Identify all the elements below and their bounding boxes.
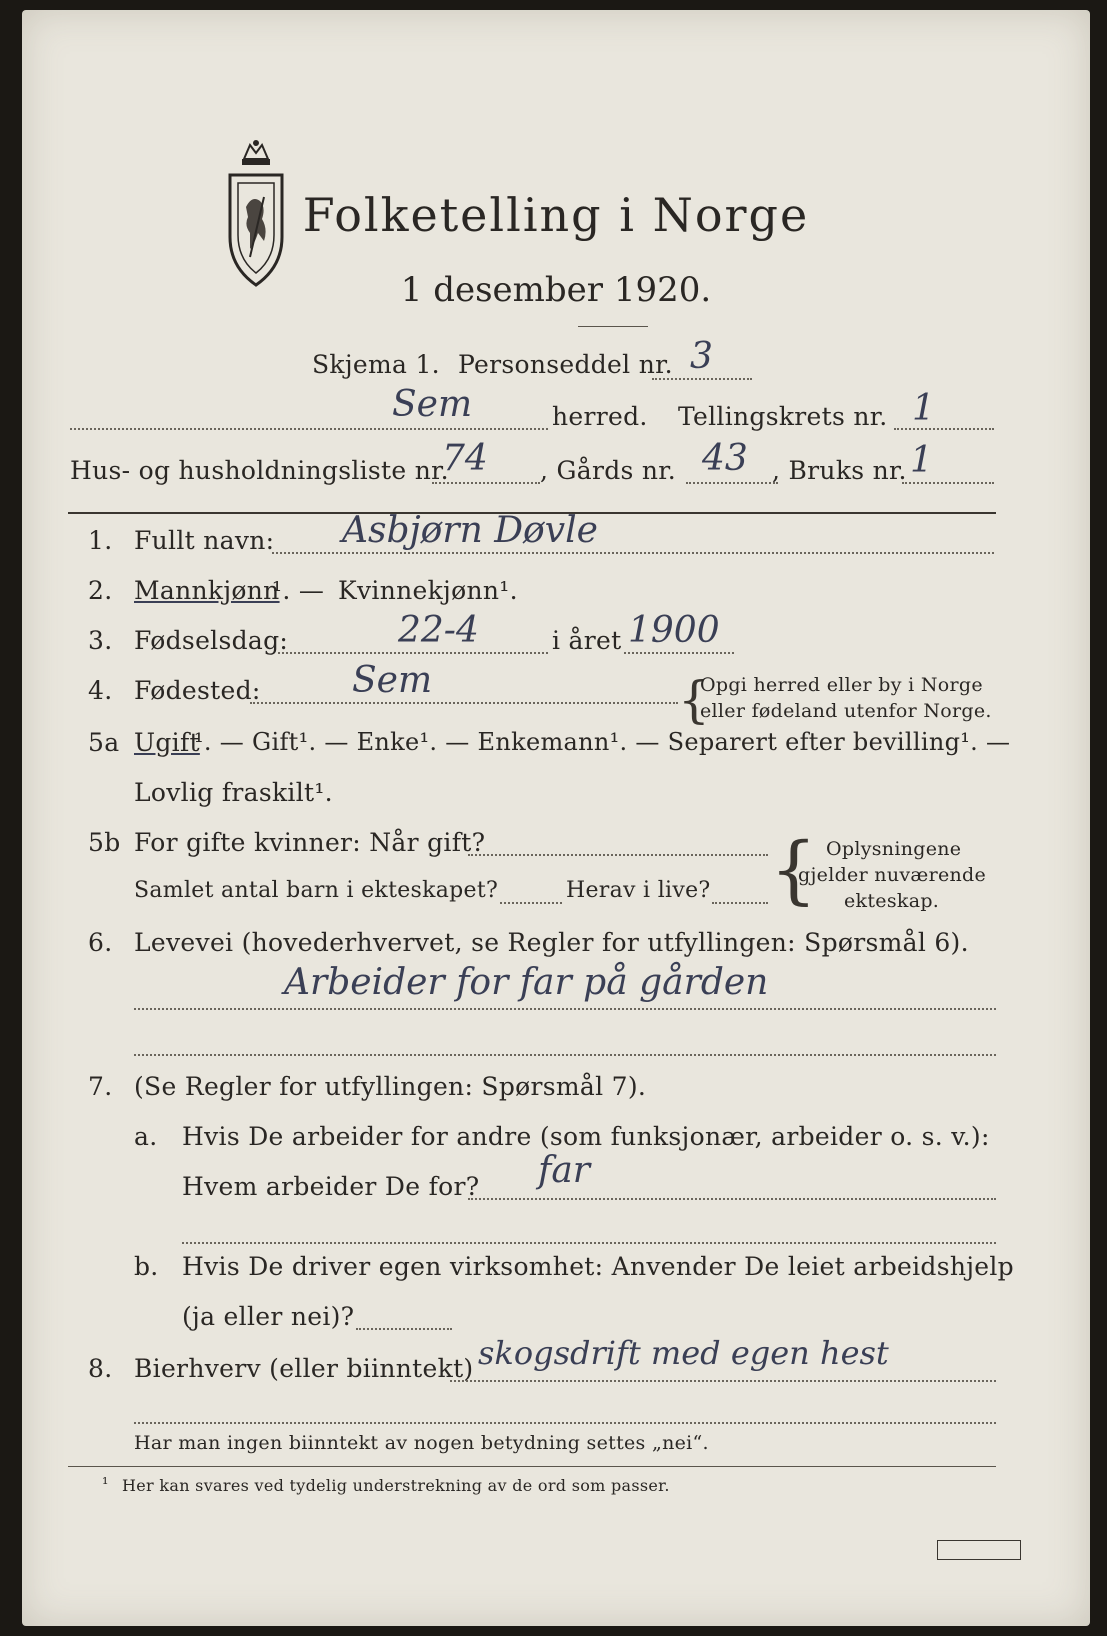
skjema-label: Skjema 1. [312, 350, 440, 379]
q3-number: 3. [88, 626, 113, 655]
employer-value: far [538, 1150, 590, 1191]
form-title: Folketelling i Norge [302, 188, 810, 242]
personseddel-value: 3 [690, 336, 713, 377]
marital-options: ¹. — Gift¹. — Enke¹. — Enkemann¹. — Separert efter bevilling¹. — [194, 728, 1011, 756]
q6-number: 6. [88, 928, 113, 957]
q5b-number: 5b [88, 828, 121, 857]
q5b-note-1: Oplysningene [826, 838, 962, 860]
q8-label: Bierhverv (eller biinntekt) [134, 1354, 474, 1383]
married-when-field[interactable] [468, 854, 768, 856]
hus-value: 74 [442, 438, 488, 479]
q4-number: 4. [88, 676, 113, 705]
q5b-note-3: ekteskap. [844, 890, 940, 912]
side-income-value: skogsdrift med egen hest [478, 1334, 889, 1372]
hus-label: Hus- og husholdningsliste nr. [70, 456, 449, 485]
birthdate-field[interactable] [278, 652, 548, 654]
hus-field[interactable] [432, 482, 540, 484]
tellingskrets-label: Tellingskrets nr. [678, 402, 888, 431]
q7a-label: Hvis De arbeider for andre (som funksjonær, arbeider o. s. v.): [182, 1122, 990, 1151]
ugift-option[interactable]: Ugift [134, 728, 200, 757]
children-field[interactable] [500, 902, 562, 904]
q6-label: Levevei (hovederhvervet, se Regler for utfyllingen: Spørsmål 6). [134, 928, 969, 957]
employer-field[interactable] [468, 1198, 996, 1200]
hired-help-field[interactable] [356, 1328, 452, 1330]
birthplace-value: Sem [352, 660, 433, 701]
q7a-number: a. [134, 1122, 158, 1151]
male-option[interactable]: Mannkjønn [134, 576, 280, 605]
full-name-field[interactable] [272, 552, 994, 554]
footer-note: Har man ingen biinntekt av nogen betydning settes „nei“. [134, 1432, 709, 1454]
hired-help-label: (ja eller nei)? [182, 1302, 355, 1331]
q2-separator: ¹. — [272, 576, 325, 605]
footnote: Her kan svares ved tydelig understrekning av de ord som passer. [122, 1476, 670, 1495]
gards-value: 43 [702, 438, 748, 479]
bruks-value: 1 [910, 440, 933, 481]
footer-divider [68, 1466, 996, 1467]
herred-label: herred. [552, 402, 648, 431]
alive-field[interactable] [712, 902, 768, 904]
personseddel-field[interactable] [652, 378, 752, 380]
q4-note-1: Opgi herred eller by i Norge [700, 674, 983, 696]
personseddel-label: Personseddel nr. [458, 350, 673, 379]
bruks-field[interactable] [902, 482, 994, 484]
q7b-label: Hvis De driver egen virksomhet: Anvender De leiet arbeidshjelp [182, 1252, 1014, 1281]
q7-number: 7. [88, 1072, 113, 1101]
full-name-value: Asbjørn Døvle [342, 510, 598, 551]
birthyear-field[interactable] [624, 652, 734, 654]
year-label: i året [552, 626, 622, 655]
q5b-label: For gifte kvinner: Når gift? [134, 828, 486, 857]
bruks-label: , Bruks nr. [772, 456, 907, 485]
tellingskrets-field[interactable] [894, 428, 994, 430]
census-form [22, 10, 1090, 1626]
occupation-value: Arbeider for far på gården [284, 962, 769, 1003]
q1-number: 1. [88, 526, 113, 555]
q5a-number: 5a [88, 728, 120, 757]
q8-number: 8. [88, 1354, 113, 1383]
census-date: 1 desember 1920. [400, 270, 712, 310]
female-option[interactable]: Kvinnekjønn¹. [338, 576, 518, 605]
q1-label: Fullt navn: [134, 526, 275, 555]
birthdate-value: 22-4 [398, 610, 479, 651]
q5b-note-2: gjelder nuværende [798, 864, 987, 886]
side-income-field[interactable] [450, 1380, 996, 1382]
q7-label: (Se Regler for utfyllingen: Spørsmål 7). [134, 1072, 647, 1101]
birthplace-field[interactable] [250, 702, 678, 704]
title-divider [578, 326, 648, 327]
footnote-mark: ¹ [102, 1474, 109, 1493]
q4-brace: { [678, 671, 710, 729]
children-label: Samlet antal barn i ekteskapet? [134, 878, 499, 903]
employer-field-2[interactable] [182, 1242, 996, 1244]
tellingskrets-value: 1 [912, 388, 935, 429]
q7b-number: b. [134, 1252, 159, 1281]
q3-label: Fødselsdag: [134, 626, 289, 655]
birthyear-value: 1900 [628, 610, 720, 651]
employer-label: Hvem arbeider De for? [182, 1172, 480, 1201]
printer-stamp [937, 1540, 1021, 1560]
side-income-field-2[interactable] [134, 1422, 996, 1424]
occupation-field[interactable] [134, 1008, 996, 1010]
lovlig-fraskilt-option[interactable]: Lovlig fraskilt¹. [134, 778, 333, 807]
herred-value: Sem [392, 384, 473, 425]
q4-note-2: eller fødeland utenfor Norge. [700, 700, 992, 722]
alive-label: Herav i live? [566, 878, 711, 903]
herred-field[interactable] [70, 428, 548, 430]
q5b-brace: { [770, 827, 818, 913]
q4-label: Fødested: [134, 676, 261, 705]
q2-number: 2. [88, 576, 113, 605]
gards-field[interactable] [686, 482, 778, 484]
gards-label: , Gårds nr. [540, 456, 677, 485]
occupation-field-2[interactable] [134, 1054, 996, 1056]
